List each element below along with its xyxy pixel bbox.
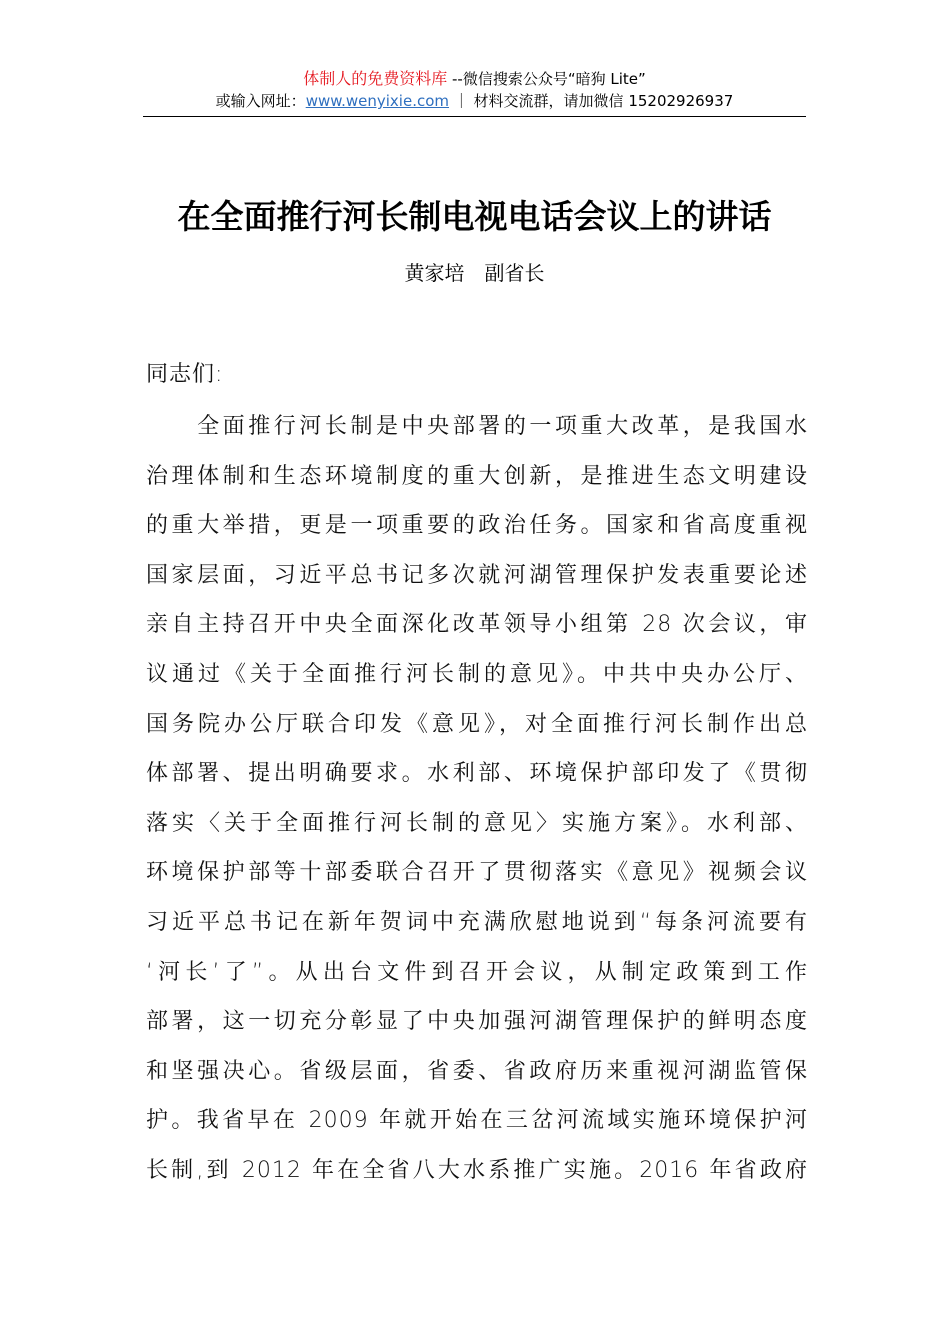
body-line: 治理体制和生态环境制度的重大创新，是推进生态文明建设 bbox=[146, 463, 808, 489]
body-line: 习近平总书记在新年贺词中充满欣慰地说到“每条河流要有 bbox=[146, 909, 808, 935]
header-promo-line bbox=[143, 68, 806, 90]
greeting: 同志们: bbox=[146, 362, 224, 387]
body-line: 长制,到 2012 年在全省八大水系推广实施。2016 年省政府 bbox=[146, 1157, 808, 1183]
page-header bbox=[143, 68, 806, 112]
brand-text: 体制人的免费资料库 bbox=[303, 69, 448, 88]
body-line: 护。我省早在 2009 年就开始在三岔河流域实施环境保护河 bbox=[146, 1108, 808, 1134]
body-line: 亲自主持召开中央全面深化改革领导小组第 28 次会议，审 bbox=[146, 612, 808, 638]
body-line: 环境保护部等十部委联合召开了贯彻落实《意见》视频会议 bbox=[146, 860, 808, 886]
document-body bbox=[146, 355, 808, 1201]
body-line: 全面推行河长制是中央部署的一项重大改革，是我国水 bbox=[146, 414, 808, 439]
body-line: 议通过《关于全面推行河长制的意见》。中共中央办公厅、 bbox=[146, 661, 808, 687]
body-line: 国务院办公厅联合印发《意见》，对全面推行河长制作出总 bbox=[146, 711, 808, 737]
body-line: 落实〈关于全面推行河长制的意见〉实施方案》。水利部、 bbox=[146, 810, 808, 836]
body-line: 国家层面，习近平总书记多次就河湖管理保护发表重要论述 bbox=[146, 562, 808, 588]
header-contact-line bbox=[143, 90, 806, 112]
url-prefix: 或输入网址： bbox=[215, 92, 306, 110]
body-line: 部署，这一切充分彰显了中央加强河湖管理保护的鲜明态度 bbox=[146, 1009, 808, 1035]
body-line: 和坚强决心。省级层面，省委、省政府历来重视河湖监管保 bbox=[146, 1058, 808, 1084]
contact-text: ｜ 材料交流群，请加微信 15202926937 bbox=[449, 92, 734, 110]
body-line: 体部署、提出明确要求。水利部、环境保护部印发了《贯彻 bbox=[146, 761, 808, 787]
body-line: ‘河长’了”。从出台文件到召开会议，从制定政策到工作 bbox=[146, 959, 808, 985]
website-link[interactable]: www.wenyixie.com bbox=[305, 92, 450, 110]
document-title: 在全面推行河长制电视电话会议上的讲话 bbox=[177, 197, 772, 236]
tagline-text: --微信搜索公众号“暗狗 Lite” bbox=[447, 70, 646, 88]
body-line: 的重大举措，更是一项重要的政治任务。国家和省高度重视 bbox=[146, 513, 808, 539]
document-author: 黄家培 副省长 bbox=[404, 261, 545, 285]
header-divider bbox=[143, 116, 806, 117]
